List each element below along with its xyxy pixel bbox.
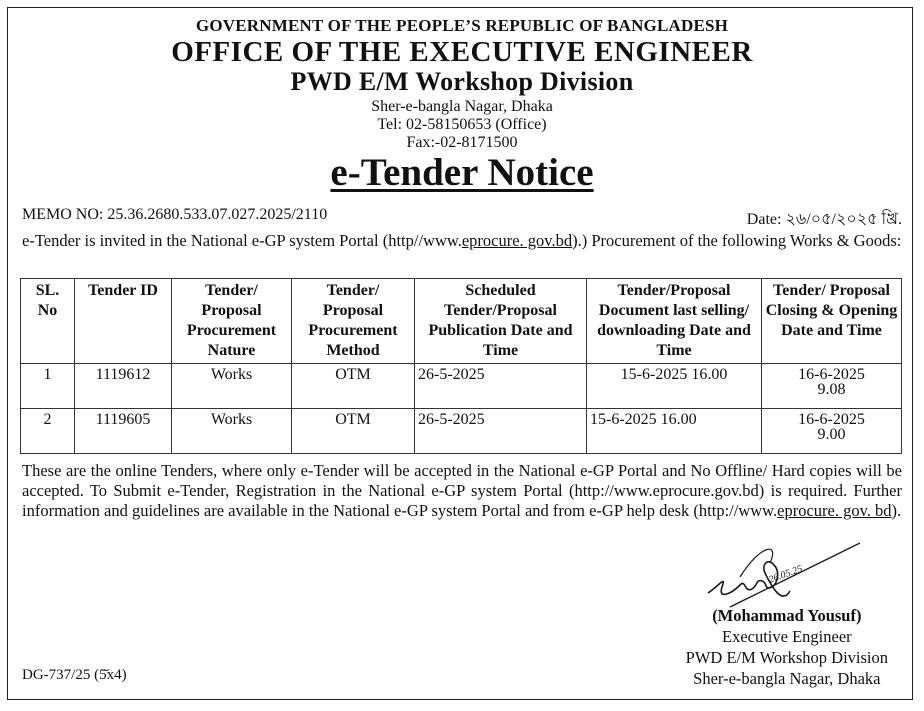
signature-block (686, 605, 888, 689)
closing-time: 9.00 (817, 426, 846, 443)
cell-sl: 1 (21, 364, 75, 409)
cell-tender-id: 1119605 (75, 409, 172, 454)
col-header-publication: Scheduled Tender/Proposal Publication Date and Time (415, 279, 587, 364)
col-header-selling: Tender/Proposal Document last selling/ downloading Date and Time (587, 279, 762, 364)
col-header-tender-id: Tender ID (75, 279, 172, 364)
office-heading: OFFICE OF THE EXECUTIVE ENGINEER (171, 36, 753, 68)
cell-closing (762, 364, 902, 409)
cell-publication: 26-5-2025 (415, 409, 587, 454)
col-header-sl: SL. No (21, 279, 75, 364)
instructions-paragraph (22, 461, 902, 521)
cell-method: OTM (292, 409, 415, 454)
office-fax: Fax:-02-8171500 (406, 134, 518, 151)
handwritten-signature (700, 535, 870, 615)
cell-sl: 2 (21, 409, 75, 454)
cell-method: OTM (292, 364, 415, 409)
government-heading: GOVERNMENT OF THE PEOPLE’S REPUBLIC OF BANGLADESH (195, 16, 729, 35)
table-header-row (21, 279, 902, 364)
memo-number: MEMO NO: 25.36.2680.533.07.027.2025/2110 (22, 206, 328, 223)
tender-table (20, 278, 902, 454)
signatory-name: (Mohammad Yousuf) (712, 606, 862, 625)
instructions-text: These are the online Tenders, where only e-Tender will be accepted in the National e-GP Portal and No Offline/ Hard copies will be accepted. To Submit e-Tender, Registration in the National e-GP system Portal (http://www.eprocure.gov.bd) is required. Further information and guidelines are available in the National e-GP system Portal and from e-GP help desk (http://www. (22, 461, 902, 520)
cell-nature: Works (172, 364, 292, 409)
eprocure-link[interactable]: eprocure. gov.bd (461, 231, 573, 250)
closing-date: 16-6-2025 (798, 366, 865, 383)
office-telephone: Tel: 02-58150653 (Office) (377, 116, 547, 133)
notice-date: Date: ২৬/০৫/২০২৫ খ্রি. (746, 211, 902, 228)
cell-selling: 15-6-2025 16.00 (587, 364, 762, 409)
closing-time: 9.08 (817, 381, 846, 398)
cell-publication: 26-5-2025 (415, 364, 587, 409)
col-header-method: Tender/ Proposal Procurement Method (292, 279, 415, 364)
instructions-text-end: ). (891, 501, 902, 520)
closing-date: 16-6-2025 (798, 411, 865, 428)
intro-paragraph (22, 231, 902, 250)
col-header-nature: Tender/ Proposal Procurement Nature (172, 279, 292, 364)
cell-nature: Works (172, 409, 292, 454)
table-row (21, 364, 902, 409)
signatory-address: Sher-e-bangla Nagar, Dhaka (693, 669, 881, 688)
intro-text: e-Tender is invited in the National e-GP system Portal (http//www. (22, 231, 462, 250)
cell-tender-id: 1119612 (75, 364, 172, 409)
cell-selling: 15-6-2025 16.00 (587, 409, 762, 454)
col-header-closing: Tender/ Proposal Closing & Opening Date and Time (762, 279, 902, 364)
intro-text-end: ).) Procurement of the following Works & Goods: (572, 231, 902, 250)
svg-text:26.05.25: 26.05.25 (767, 563, 804, 586)
signatory-designation: Executive Engineer (722, 627, 852, 646)
division-heading: PWD E/M Workshop Division (290, 67, 634, 96)
cell-closing (762, 409, 902, 454)
office-address: Sher-e-bangla Nagar, Dhaka (371, 98, 553, 115)
notice-title: e-Tender Notice (330, 151, 594, 194)
document-code: DG-737/25 (5̆x4) (22, 667, 127, 683)
signatory-division: PWD E/M Workshop Division (685, 648, 888, 667)
table-row (21, 409, 902, 454)
eprocure-helpdesk-link[interactable]: eprocure. gov. bd (777, 501, 892, 520)
